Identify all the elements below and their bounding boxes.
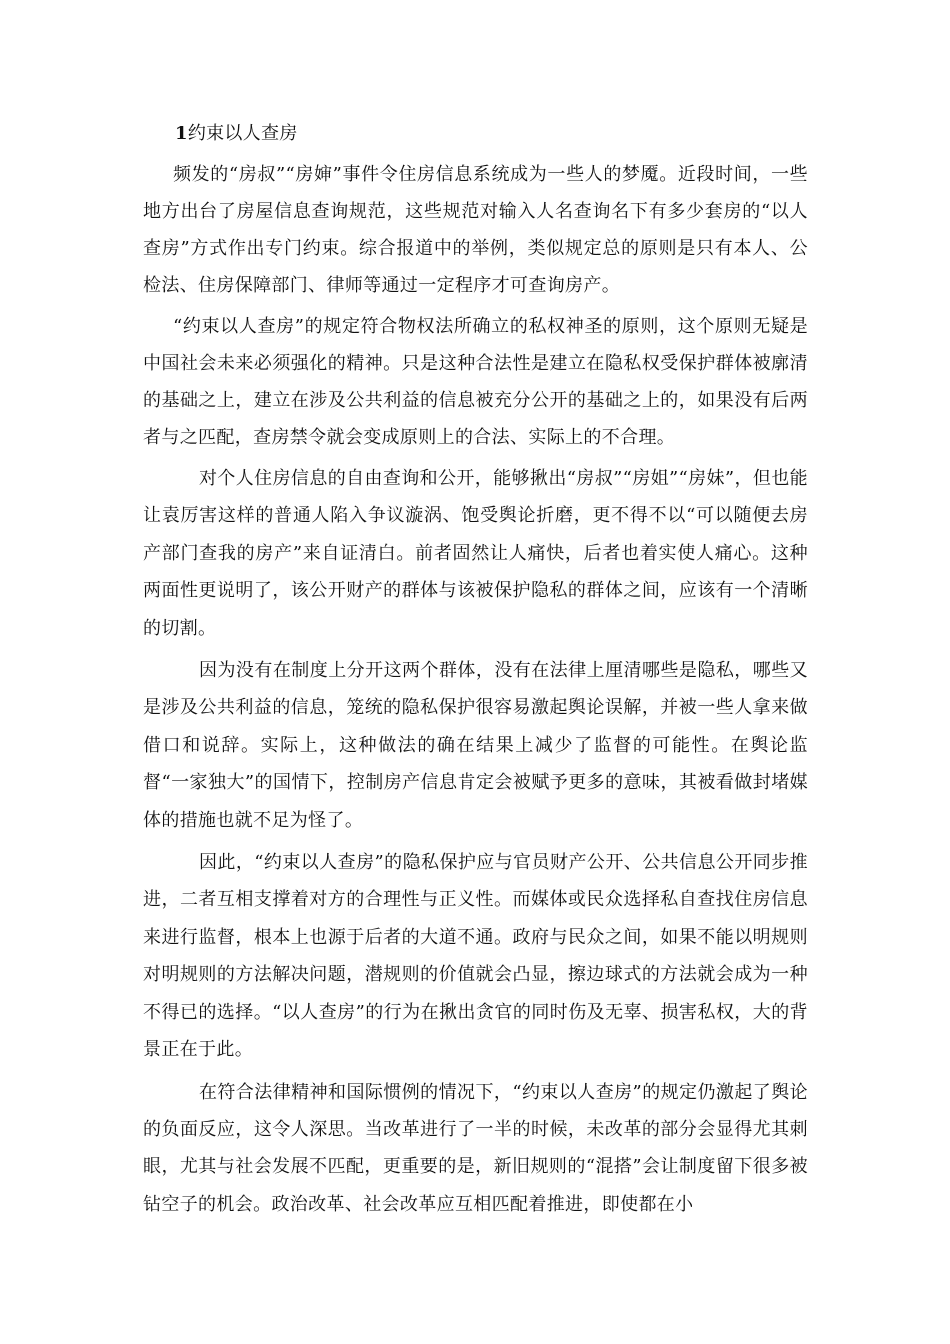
section-heading: [143, 118, 808, 150]
paragraph-4: 因为没有在制度上分开这两个群体，没有在法律上厘清哪些是隐私，哪些又是涉及公共利益的信息，笼统的隐私保护很容易激起舆论误解，并被一些人拿来做借口和说辞。实际上，这种做法的确在结果上减少了监督的可能性。在舆论监督“一家独大”的国情下，控制房产信息肯定会被赋予更多的意味，其被看做封堵媒体的措施也就不足为怪了。: [143, 660, 808, 831]
paragraph-1: 频发的“房叔”“房婶”事件令住房信息系统成为一些人的梦魇。近段时间，一些地方出台了房屋信息查询规范，这些规范对输入人名查询名下有多少套房的“以人查房”方式作出专门约束。综合报道中的举例，类似规定总的原则是只有本人、公检法、住房保障部门、律师等通过一定程序才可查询房产。: [143, 164, 808, 296]
section-title: 约束以人查房: [187, 123, 298, 144]
paragraph-3: 对个人住房信息的自由查询和公开，能够揪出“房叔”“房姐”“房妹”，但也能让袁厉害这样的普通人陷入争议漩涡、饱受舆论折磨，更不得不以“可以随便去房产部门查我的房产”来自证清白。前者固然让人痛快，后者也着实使人痛心。这种两面性更说明了，该公开财产的群体与该被保护隐私的群体之间，应该有一个清晰的切割。: [143, 468, 808, 639]
paragraph-5: 因此，“约束以人查房”的隐私保护应与官员财产公开、公共信息公开同步推进，二者互相支撑着对方的合理性与正义性。而媒体或民众选择私自查找住房信息来进行监督，根本上也源于后者的大道不通。政府与民众之间，如果不能以明规则对明规则的方法解决问题，潜规则的价值就会凸显，擦边球式的方法就会成为一种不得已的选择。“以人查房”的行为在揪出贪官的同时伤及无辜、损害私权，大的背景正在于此。: [143, 852, 808, 1061]
section-number: 1: [175, 123, 188, 144]
document-body: [143, 118, 808, 1228]
paragraph-2: “约束以人查房”的规定符合物权法所确立的私权神圣的原则，这个原则无疑是中国社会未来必须强化的精神。只是这种合法性是建立在隐私权受保护群体被廓清的基础之上，建立在涉及公共利益的信息被充分公开的基础之上的，如果没有后两者与之匹配，查房禁令就会变成原则上的合法、实际上的不合理。: [143, 316, 808, 448]
paragraph-6: 在符合法律精神和国际惯例的情况下，“约束以人查房”的规定仍激起了舆论的负面反应，这令人深思。当改革进行了一半的时候，未改革的部分会显得尤其刺眼，尤其与社会发展不匹配，更重要的是，新旧规则的“混搭”会让制度留下很多被钻空子的机会。政治改革、社会改革应互相匹配着推进，即使都在小: [143, 1081, 808, 1215]
